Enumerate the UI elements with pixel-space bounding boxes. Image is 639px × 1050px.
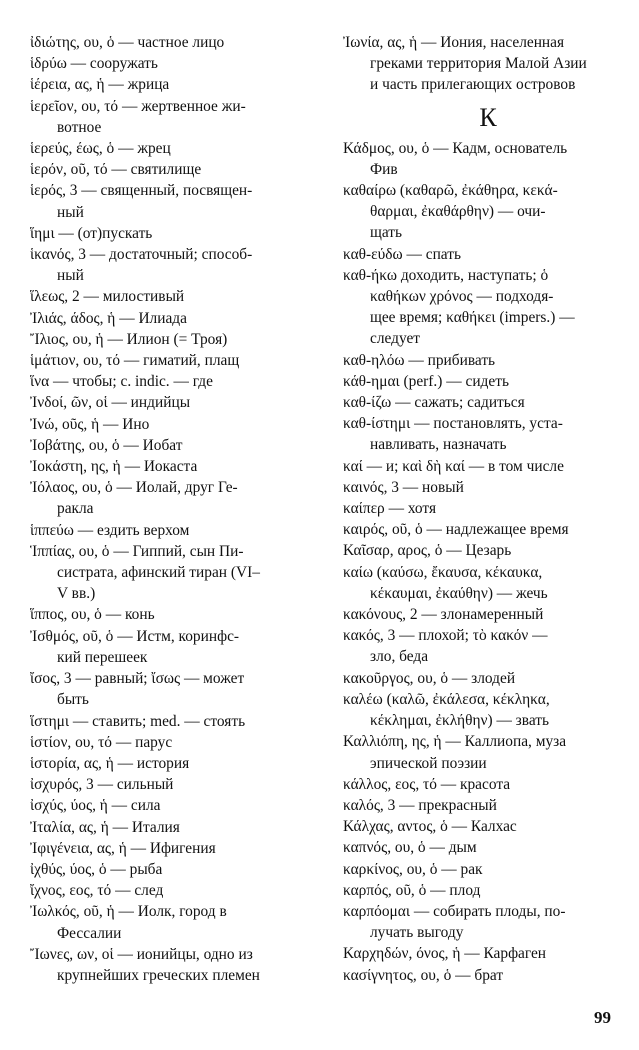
dictionary-entry — [30, 223, 322, 244]
entry-continuation: καθήκων χρόνος — подходя- — [370, 288, 554, 306]
entry-continuation: навливать, назначать — [370, 436, 507, 454]
entry-headline: Καῖσαρ, αρος, ὁ — Цезарь — [343, 542, 512, 560]
entry-headline: κακόνους, 2 — злонамеренный — [343, 606, 544, 624]
entry-headline: ἵημι — (от)пускать — [30, 224, 153, 242]
entry-headline: καλός, 3 — прекрасный — [343, 796, 497, 814]
entry-headline: Κάδμος, ου, ὁ — Кадм, основатель — [343, 139, 568, 157]
entry-headline: Ἰφιγένεια, ας, ἡ — Ифигения — [30, 839, 216, 857]
entry-headline: ἰδιώτης, ου, ὁ — частное лицо — [30, 34, 225, 51]
entry-headline: κασίγνητος, ου, ὁ — брат — [343, 966, 504, 984]
dictionary-entry — [343, 350, 633, 371]
entry-headline: Ἱππίας, ου, ὁ — Гиппий, сын Пи- — [30, 542, 244, 560]
entry-continuation: греками территория Малой Азии — [370, 55, 587, 73]
entry-continuation: щать — [370, 224, 403, 242]
entry-continuation: кий перешеек — [57, 648, 148, 666]
entry-continuation: систрата, афинский тиран (VI– — [57, 564, 260, 582]
entry-headline: Ἰοβάτης, ου, ὁ — Иобат — [30, 436, 183, 454]
entry-headline: ἰχθύς, ύος, ὁ — рыба — [30, 860, 163, 878]
entry-continuation: κέκαυμαι, ἐκαύθην) — жечь — [370, 584, 548, 602]
entry-headline: ἰσχύς, ύος, ἡ — сила — [30, 797, 161, 815]
section-letter: К — [479, 102, 497, 132]
entry-headline: καί — и; καὶ δὴ καί — в том числе — [343, 457, 564, 475]
entry-continuation: Фессалии — [57, 924, 122, 942]
dictionary-entry — [343, 943, 633, 964]
dictionary-entry — [30, 96, 322, 138]
dictionary-entry — [30, 944, 322, 986]
entry-headline: καθ-ίζω — сажать; садиться — [343, 394, 525, 412]
entry-headline: ἱέρεια, ας, ἡ — жрица — [30, 76, 170, 94]
entry-headline: κακός, 3 — плохой; τὸ κακόν — — [343, 627, 548, 645]
entry-headline: Κάλχας, αντος, ὁ — Калхас — [343, 818, 517, 836]
dictionary-entry — [343, 901, 633, 943]
dictionary-entry — [343, 689, 633, 731]
dictionary-entry — [30, 795, 322, 816]
entry-headline: Ἰωλκός, οῦ, ἡ — Иолк, город в — [30, 903, 227, 921]
entry-headline: ἴχνος, εος, τό — след — [30, 882, 164, 900]
entry-headline: ἰσχυρός, 3 — сильный — [30, 776, 174, 794]
dictionary-entry — [343, 413, 633, 455]
entry-headline: Καλλιόπη, ης, ἡ — Каллиопа, муза — [343, 733, 567, 751]
entry-headline: καρπόομαι — собирать плоды, по- — [343, 902, 566, 920]
entry-headline: ἱερόν, οῦ, τό — святилище — [30, 161, 202, 179]
entry-headline: καθαίρω (καθαρῶ, ἐκάθηρα, κεκά- — [343, 182, 558, 200]
entry-headline: ἱερός, 3 — священный, посвящен- — [30, 182, 253, 200]
entry-headline: ἱδρύω — сооружать — [30, 55, 158, 73]
entry-headline: ἵππος, ου, ὁ — конь — [30, 606, 155, 624]
dictionary-entry — [30, 626, 322, 668]
dictionary-entry — [343, 668, 633, 689]
entry-headline: καρπός, οῦ, ὁ — плод — [343, 881, 481, 899]
dictionary-entry — [30, 74, 322, 95]
entry-headline: Ἰωνία, ας, ἡ — Иония, населенная — [343, 34, 565, 51]
entry-headline: Ἴλιος, ου, ἡ — Илион (= Троя) — [30, 330, 228, 348]
entry-headline: καινός, 3 — новый — [343, 478, 464, 496]
entry-continuation: быть — [57, 691, 89, 709]
entry-continuation: эпической поэзии — [370, 754, 487, 772]
entry-headline: καθ-ήκω доходить, наступать; ὁ — [343, 266, 549, 284]
dictionary-entry — [30, 371, 322, 392]
dictionary-entry — [343, 795, 633, 816]
dictionary-entry — [30, 329, 322, 350]
entry-continuation: ный — [57, 203, 84, 221]
entry-continuation: вотное — [57, 118, 102, 136]
dictionary-entry — [30, 53, 322, 74]
dictionary-entry — [343, 519, 633, 540]
entry-headline: ἱερεύς, έως, ὁ — жрец — [30, 140, 171, 158]
dictionary-entry — [30, 604, 322, 625]
dictionary-entry — [30, 286, 322, 307]
dictionary-entry — [343, 244, 633, 265]
entry-headline: καρκίνος, ου, ὁ — рак — [343, 860, 483, 878]
dictionary-entry — [343, 774, 633, 795]
page-number: 99 — [594, 1008, 611, 1027]
entry-headline: ἱστορία, ας, ἡ — история — [30, 754, 190, 772]
entry-continuation: θαρμαι, ἐκαθάρθην) — очи- — [370, 203, 546, 221]
entry-continuation: ный — [57, 267, 84, 285]
dictionary-entry — [343, 880, 633, 901]
entry-headline: καλέω (καλῶ, ἐκάλεσα, κέκληκα, — [343, 690, 550, 708]
dictionary-entry — [30, 414, 322, 435]
dictionary-entry — [30, 392, 322, 413]
dictionary-entry — [30, 817, 322, 838]
dictionary-entry — [343, 965, 633, 986]
entry-headline: ἴσος, 3 — равный; ἴσως — может — [30, 670, 245, 688]
dictionary-entry — [30, 774, 322, 795]
dictionary-entry — [343, 392, 633, 413]
dictionary-entry — [343, 456, 633, 477]
dictionary-entry — [30, 859, 322, 880]
entry-headline: καίπερ — хотя — [343, 500, 437, 518]
entry-headline: καίω (καύσω, ἔκαυσα, κέκαυκα, — [343, 563, 543, 581]
right-column — [343, 32, 633, 986]
entry-continuation: κέκλημαι, ἐκλήθην) — звать — [370, 712, 550, 730]
entry-headline: Ἰνώ, οῦς, ἡ — Ино — [30, 415, 150, 433]
dictionary-entry — [343, 625, 633, 667]
entry-headline: κάθ-ημαι (perf.) — сидеть — [343, 372, 509, 390]
dictionary-entry — [343, 604, 633, 625]
entry-headline: ἱστίον, ου, τό — парус — [30, 733, 173, 751]
dictionary-entry — [30, 753, 322, 774]
entry-headline: ἱκανός, 3 — достаточный; способ- — [30, 246, 253, 264]
entry-headline: Ἴωνες, ων, οἱ — ионийцы, одно из — [30, 945, 253, 963]
entry-continuation: ракла — [57, 500, 94, 518]
entry-continuation: V вв.) — [57, 585, 96, 603]
entry-headline: ἱερεῖον, ου, τό — жертвенное жи- — [30, 97, 246, 115]
entry-continuation: следует — [370, 330, 421, 348]
entry-headline: ἱμάτιον, ου, τό — гиматий, плащ — [30, 352, 240, 370]
dictionary-entry — [30, 880, 322, 901]
entry-headline: Ἰνδοί, ῶν, οἱ — индийцы — [30, 394, 191, 412]
dictionary-entry — [343, 477, 633, 498]
dictionary-entry — [343, 498, 633, 519]
dictionary-entry — [30, 668, 322, 710]
entry-headline: Ἰταλία, ας, ἡ — Италия — [30, 818, 180, 836]
dictionary-entry — [343, 731, 633, 773]
entry-continuation: и часть прилегающих островов — [370, 76, 576, 94]
right-column-continuation — [343, 32, 633, 96]
left-column — [30, 32, 322, 986]
right-column-entries — [343, 138, 633, 986]
entry-continuation: крупнейших греческих племен — [57, 966, 260, 984]
dictionary-entry — [30, 732, 322, 753]
entry-continuation: зло, беда — [370, 648, 429, 666]
entry-headline: κακοῦργος, ου, ὁ — злодей — [343, 669, 516, 687]
dictionary-entry — [30, 350, 322, 371]
entry-headline: καθ-ηλόω — прибивать — [343, 351, 496, 369]
dictionary-entry — [343, 265, 633, 350]
entry-headline: κάλλος, εος, τό — красота — [343, 775, 511, 793]
entry-headline: καιρός, οῦ, ὁ — надлежащее время — [343, 521, 569, 539]
entry-headline: Καρχηδών, όνος, ἡ — Карфаген — [343, 945, 547, 963]
dictionary-entry — [30, 520, 322, 541]
entry-headline: ἵνα — чтобы; c. indic. — где — [30, 373, 213, 391]
dictionary-entry — [30, 477, 322, 519]
entry-headline: ἵλεως, 2 — милостивый — [30, 288, 185, 306]
entry-headline: Ἰόλαος, ου, ὁ — Иолай, друг Ге- — [30, 479, 238, 497]
dictionary-entry — [30, 159, 322, 180]
dictionary-entry — [343, 371, 633, 392]
dictionary-entry — [30, 138, 322, 159]
dictionary-entry — [30, 711, 322, 732]
entry-headline: Ἰοκάστη, ης, ἡ — Иокаста — [30, 458, 198, 476]
dictionary-entry — [30, 838, 322, 859]
dictionary-entry — [30, 244, 322, 286]
entry-headline: Ἰλιάς, άδος, ἡ — Илиада — [30, 309, 187, 327]
entry-headline: Ἰσθμός, οῦ, ὁ — Истм, коринфс- — [30, 627, 240, 645]
entry-headline: ἵστημι — ставить; med. — стоять — [30, 712, 246, 730]
dictionary-entry — [343, 837, 633, 858]
dictionary-entry — [30, 32, 322, 53]
dictionary-entry — [30, 435, 322, 456]
dictionary-entry — [30, 308, 322, 329]
entry-headline: ἱππεύω — ездить верхом — [30, 521, 190, 539]
dictionary-entry — [30, 541, 322, 605]
entry-headline: καπνός, ου, ὁ — дым — [343, 839, 477, 857]
entry-continuation: лучать выгоду — [370, 924, 464, 942]
entry-continuation: Фив — [370, 160, 398, 178]
dictionary-entry — [343, 180, 633, 244]
dictionary-entry — [30, 901, 322, 943]
entry-headline: καθ-εύδω — спать — [343, 245, 461, 263]
dictionary-entry — [30, 180, 322, 222]
entry-headline: καθ-ίστημι — постановлять, уста- — [343, 415, 563, 433]
dictionary-entry — [343, 138, 633, 180]
dictionary-entry — [343, 816, 633, 837]
entry-continuation: щее время; καθήκει (impers.) — — [370, 309, 575, 327]
dictionary-entry — [343, 562, 633, 604]
dictionary-entry — [30, 456, 322, 477]
dictionary-entry — [343, 859, 633, 880]
dictionary-entry — [343, 540, 633, 561]
dictionary-entry — [343, 32, 633, 96]
